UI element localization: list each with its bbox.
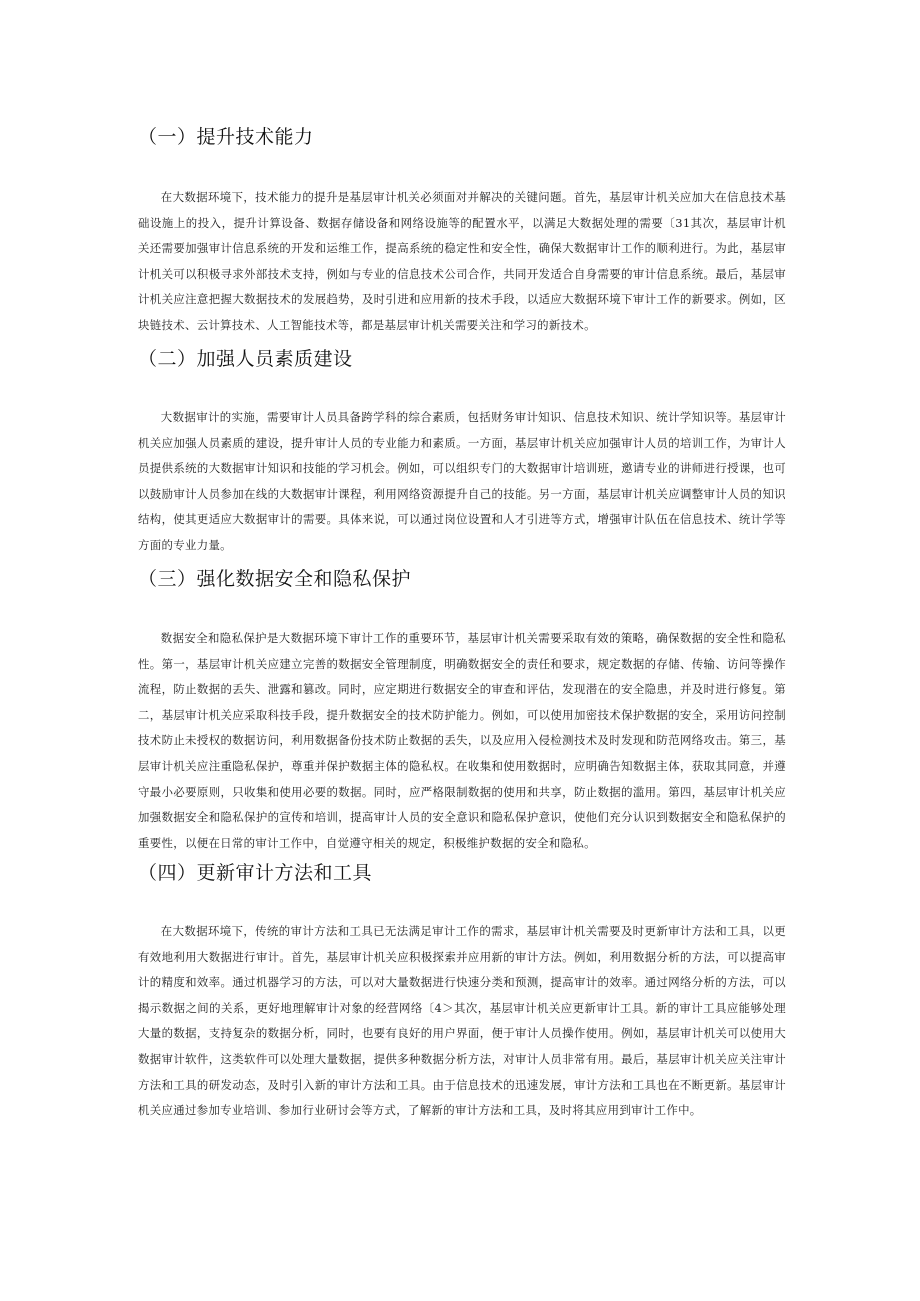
section-heading: （二）加强人员素质建设 [138,348,353,370]
section-3 [138,566,786,856]
section-4 [138,860,786,1124]
section-heading: （四）更新审计方法和工具 [138,862,373,884]
section-heading: （三）强化数据安全和隐私保护 [138,568,412,590]
section-paragraph: 在大数据环境下，技术能力的提升是基层审计机关必须面对并解决的关键问题。首先，基层审计机关应加大在信息技术基础设施上的投入，提升计算设备、数据存储设备和网络设施等的配置水平，以满足大数据处理的需要〔31其次，基层审计机关还需要加强审计信息系统的开发和运维工作，提高系统的稳定性和安全性，确保大数据审计工作的顺利进行。为此，基层审计机关可以积极寻求外部技术支持，例如与专业的信息技术公司合作，共同开发适合自身需要的审计信息系统。最后，基层审计机关应注意把握大数据技术的发展趋势，及时引进和应用新的技术手段，以适应大数据环境下审计工作的新要求。例如，区块链技术、云计算技术、人工智能技术等，都是基层审计机关需要关注和学习的新技术。 [138,190,786,332]
section-2 [138,346,786,559]
section-heading: （一）提升技术能力 [138,126,314,148]
section-1 [138,124,786,339]
section-paragraph: 数据安全和隐私保护是大数据环境下审计工作的重要环节，基层审计机关需要采取有效的策略，确保数据的安全性和隐私性。第一，基层审计机关应建立完善的数据安全管理制度，明确数据安全的责任和要求，规定数据的存储、传输、访问等操作流程，防止数据的丢失、泄露和篡改。同时，应定期进行数据安全的审查和评估，发现潜在的安全隐患，并及时进行修复。第二，基层审计机关应采取科技手段，提升数据安全的技术防护能力。例如，可以使用加密技术保护数据的安全，采用访问控制技术防止未授权的数据访问，利用数据备份技术防止数据的丢失，以及应用入侵检测技术及时发现和防范网络攻击。第三，基层审计机关应注重隐私保护，尊重并保护数据主体的隐私权。在收集和使用数据时，应明确告知数据主体，获取其同意，并遵守最小必要原则，只收集和使用必要的数据。同时，应严格限制数据的使用和共享，防止数据的滥用。第四，基层审计机关应加强数据安全和隐私保护的宣传和培训，提高审计人员的安全意识和隐私保护意识，使他们充分认识到数据安全和隐私保护的重要性，以便在日常的审计工作中，自觉遵守相关的规定，积极维护数据的安全和隐私。 [138,631,786,850]
section-paragraph: 大数据审计的实施，需要审计人员具备跨学科的综合素质，包括财务审计知识、信息技术知识、统计学知识等。基层审计机关应加强人员素质的建设，提升审计人员的专业能力和素质。一方面，基层审计机关应加强审计人员的培训工作，为审计人员提供系统的大数据审计知识和技能的学习机会。例如，可以组织专门的大数据审计培训班，邀请专业的讲师进行授课，也可以鼓励审计人员参加在线的大数据审计课程，利用网络资源提升自己的技能。另一方面，基层审计机关应调整审计人员的知识结构，使其更适应大数据审计的需要。具体来说，可以通过岗位设置和人才引进等方式，增强审计队伍在信息技术、统计学等方面的专业力量。 [138,410,786,552]
section-paragraph: 在大数据环境下，传统的审计方法和工具已无法满足审计工作的需求，基层审计机关需要及时更新审计方法和工具，以更有效地利用大数据进行审计。首先，基层审计机关应积极探索并应用新的审计方法。例如，利用数据分析的方法，可以提高审计的精度和效率。通过机器学习的方法，可以对大量数据进行快速分类和预测，提高审计的效率。通过网络分析的方法，可以揭示数据之间的关系，更好地理解审计对象的经营网络〔4＞其次，基层审计机关应更新审计工具。新的审计工具应能够处理大量的数据，支持复杂的数据分析，同时，也要有良好的用户界面，便于审计人员操作使用。例如，基层审计机关可以使用大数据审计软件，这类软件可以处理大量数据，提供多种数据分析方法，对审计人员非常有用。最后，基层审计机关应关注审计方法和工具的研发动态，及时引入新的审计方法和工具。由于信息技术的迅速发展，审计方法和工具也在不断更新。基层审计机关应通过参加专业培训、参加行业研讨会等方式，了解新的审计方法和工具，及时将其应用到审计工作中。 [138,924,786,1118]
